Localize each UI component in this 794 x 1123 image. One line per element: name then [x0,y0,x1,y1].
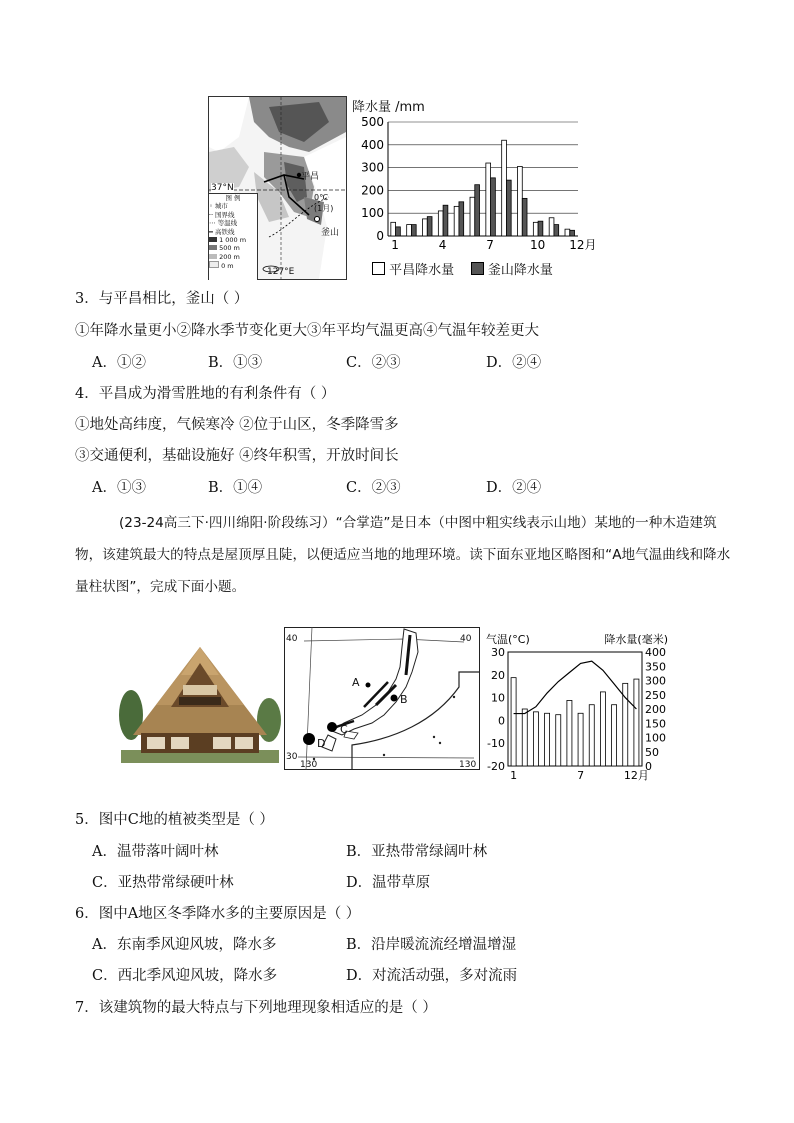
climate-chart [484,630,670,788]
bar-busan [475,185,480,236]
lon-label: 127°E [267,267,295,277]
precip-bar [612,705,617,766]
climate-chart-svg [484,630,670,788]
legend-swatch-pingchang [372,262,385,275]
left-tick-label: 30 [491,646,505,659]
y-tick-label: 400 [361,137,384,152]
border-line-icon: ┄ [209,210,213,219]
q3-option-d[interactable]: D．②④ [486,355,542,371]
q5-option-c[interactable]: C．亚热带常绿硬叶林 [92,875,234,891]
bar-pingchang [423,219,428,236]
left-tick-label: 10 [491,691,505,705]
q4-option-c[interactable]: C．②③ [346,480,401,496]
map-legend [209,193,258,280]
left-tick-label: 0 [498,714,505,728]
q6-option-b[interactable]: B．沿岸暖流流经增温增湿 [346,937,517,953]
q4-stem: 4．平昌成为滑雪胜地的有利条件有（ ） [75,386,336,402]
chart-legend [372,259,553,278]
isotherm-sub-label: (1月) [314,204,334,213]
q4-statements-1: ①地处高纬度，气候寒冷 ②位于山区，冬季降雪多 [75,417,399,433]
bar-busan [396,227,401,236]
x-tick-label: 1 [391,238,399,252]
precip-bar [533,712,538,766]
bar-busan [570,230,575,236]
y-tick-label: 500 [361,115,384,129]
legend-item-railway: ━ 高铁线 [209,227,235,236]
q5-option-a[interactable]: A．温带落叶阔叶林 [92,844,219,860]
bar-pingchang [549,218,554,236]
legend-item-city: ◦ 城市 [209,202,228,211]
bar-pingchang [518,166,523,236]
city-label-pingchang: 平昌 [301,172,320,182]
bar-pingchang [533,222,538,236]
y-tick-label: 0 [376,229,384,243]
bar-busan [459,202,464,236]
legend-item-border: ┄ 国界线 [209,210,235,219]
right-tick-label: 350 [645,660,666,674]
x-tick-label: 12月 [569,238,597,252]
city-marker-icon: ◦ [209,202,213,211]
legend-item-1000m: 1 000 m [209,236,257,244]
bar-pingchang [486,163,491,236]
left-tick-label: 20 [491,668,505,682]
precip-bar [556,715,561,766]
lat-label-bottom: 30 [286,752,298,762]
precip-bar [634,679,639,766]
right-tick-label: 300 [645,674,666,688]
bar-busan [443,205,448,236]
x-tick-label: 10 [529,238,546,252]
y-tick-label: 100 [361,206,384,221]
legend-item-200m: 200 m [209,253,257,261]
x-tick-label: 12月 [623,769,649,782]
precipitation-chart-svg [352,112,597,272]
q7-stem: 7．该建筑物的最大特点与下列地理现象相适应的是（ ） [75,1000,437,1016]
east-asia-map [284,627,480,770]
right-tick-label: 50 [645,745,659,759]
q5-option-d[interactable]: D．温带草原 [346,875,431,891]
bar-pingchang [565,229,570,236]
city-label-busan: 釜山 [321,228,340,238]
legend-item-0m: 0 m [209,261,257,270]
q3-option-a[interactable]: A．①② [92,355,146,371]
isotherm-line-icon: ⋯ [209,219,216,228]
plot-frame [508,652,642,766]
precip-bar [589,705,594,766]
bar-busan [506,180,511,236]
precipitation-chart [352,94,597,279]
lon-label-right: 130 [459,760,477,770]
q6-option-a[interactable]: A．东南季风迎风坡，降水多 [92,937,277,953]
railway-line-icon: ━ [209,227,213,236]
right-tick-label: 250 [645,688,666,702]
right-tick-label: 150 [645,717,666,731]
bar-busan [522,198,527,236]
legend-swatch-busan [471,262,484,275]
gassho-house-svg [121,645,279,763]
left-tick-label: -20 [487,760,505,773]
east-asia-map-svg [284,627,480,770]
precip-bar [600,692,605,766]
legend-item-isotherm: ⋯ 等温线 [209,219,238,228]
bar-pingchang [502,140,507,236]
point-label-d: D [317,737,326,750]
q5-stem: 5．图中C地的植被类型是（ ） [75,812,274,828]
right-axis-title: 降水量(毫米) [604,633,668,646]
bar-busan [538,221,543,236]
right-tick-label: 100 [645,731,666,745]
legend-title: 图 例 [225,194,241,202]
intro-paragraph: (23-24高三下·四川绵阳·阶段练习）“合掌造”是日本（中图中粗实线表示山地）某地的一种木造建筑物，该建筑最大的特点是屋顶厚且陡，以便适应当地的地理环境。读下面东亚地区略图和“A地气温曲线和降水量柱状图”，完成下面小题。 [75,515,731,595]
right-tick-label: 0 [645,760,652,773]
isotherm-label: 0℃ [314,193,329,202]
q6-option-d[interactable]: D．对流活动强，多对流雨 [346,968,518,984]
legend-label-pingchang: 平昌降水量 [389,263,455,278]
bar-pingchang [470,197,475,236]
temperature-line [514,661,637,713]
precip-bar [522,709,527,766]
point-label-c: C [340,723,348,736]
lat-label: 37°N [211,183,234,193]
chart-title: 降水量 /mm [352,100,425,115]
left-axis-title: 气温(°C) [486,633,530,646]
lat-label-top-right: 40 [460,634,472,644]
bar-pingchang [438,211,443,236]
y-tick-label: 200 [361,183,384,198]
precip-bar [567,700,572,766]
q3-option-b[interactable]: B．①③ [208,355,263,371]
x-tick-label: 7 [577,769,585,782]
bar-busan [411,225,416,236]
gassho-house-image [121,645,279,763]
q6-option-c[interactable]: C．西北季风迎风坡，降水多 [92,968,278,984]
q3-stem: 3．与平昌相比，釜山（ ） [75,291,249,307]
right-tick-label: 400 [645,646,666,659]
precip-bar [545,713,550,766]
q3-statements: ①年降水量更小②降水季节变化更大③年平均气温更高④气温年较差更大 [75,323,539,339]
q4-option-b[interactable]: B．①④ [208,480,263,496]
q5-option-b[interactable]: B．亚热带常绿阔叶林 [346,844,488,860]
bar-busan [427,217,432,236]
q4-option-a[interactable]: A．①③ [92,480,146,496]
q4-option-d[interactable]: D．②④ [486,480,542,496]
precip-bar [578,713,583,766]
precip-bar [511,678,516,766]
bar-pingchang [454,206,459,236]
bar-busan [491,178,496,236]
bar-busan [554,225,559,236]
lat-label-top-left: 40 [286,634,298,644]
q3-option-c[interactable]: C．②③ [346,355,401,371]
q4-statements-2: ③交通便利，基础设施好 ④终年积雪，开放时间长 [75,448,399,464]
point-label-b: B [400,693,408,706]
left-tick-label: -10 [487,737,505,751]
x-tick-label: 7 [486,238,494,252]
bar-pingchang [407,225,412,236]
x-tick-label: 4 [438,238,447,252]
point-label-a: A [352,676,360,689]
q6-stem: 6．图中A地区冬季降水多的主要原因是（ ） [75,906,361,922]
x-tick-label: 1 [510,769,518,782]
korea-map [208,96,347,280]
right-tick-label: 200 [645,703,666,716]
legend-label-busan: 釜山降水量 [487,263,553,278]
bar-pingchang [391,222,396,236]
lon-label-left: 130 [300,760,318,770]
legend-item-500m: 500 m [209,244,257,252]
y-tick-label: 300 [361,160,384,175]
